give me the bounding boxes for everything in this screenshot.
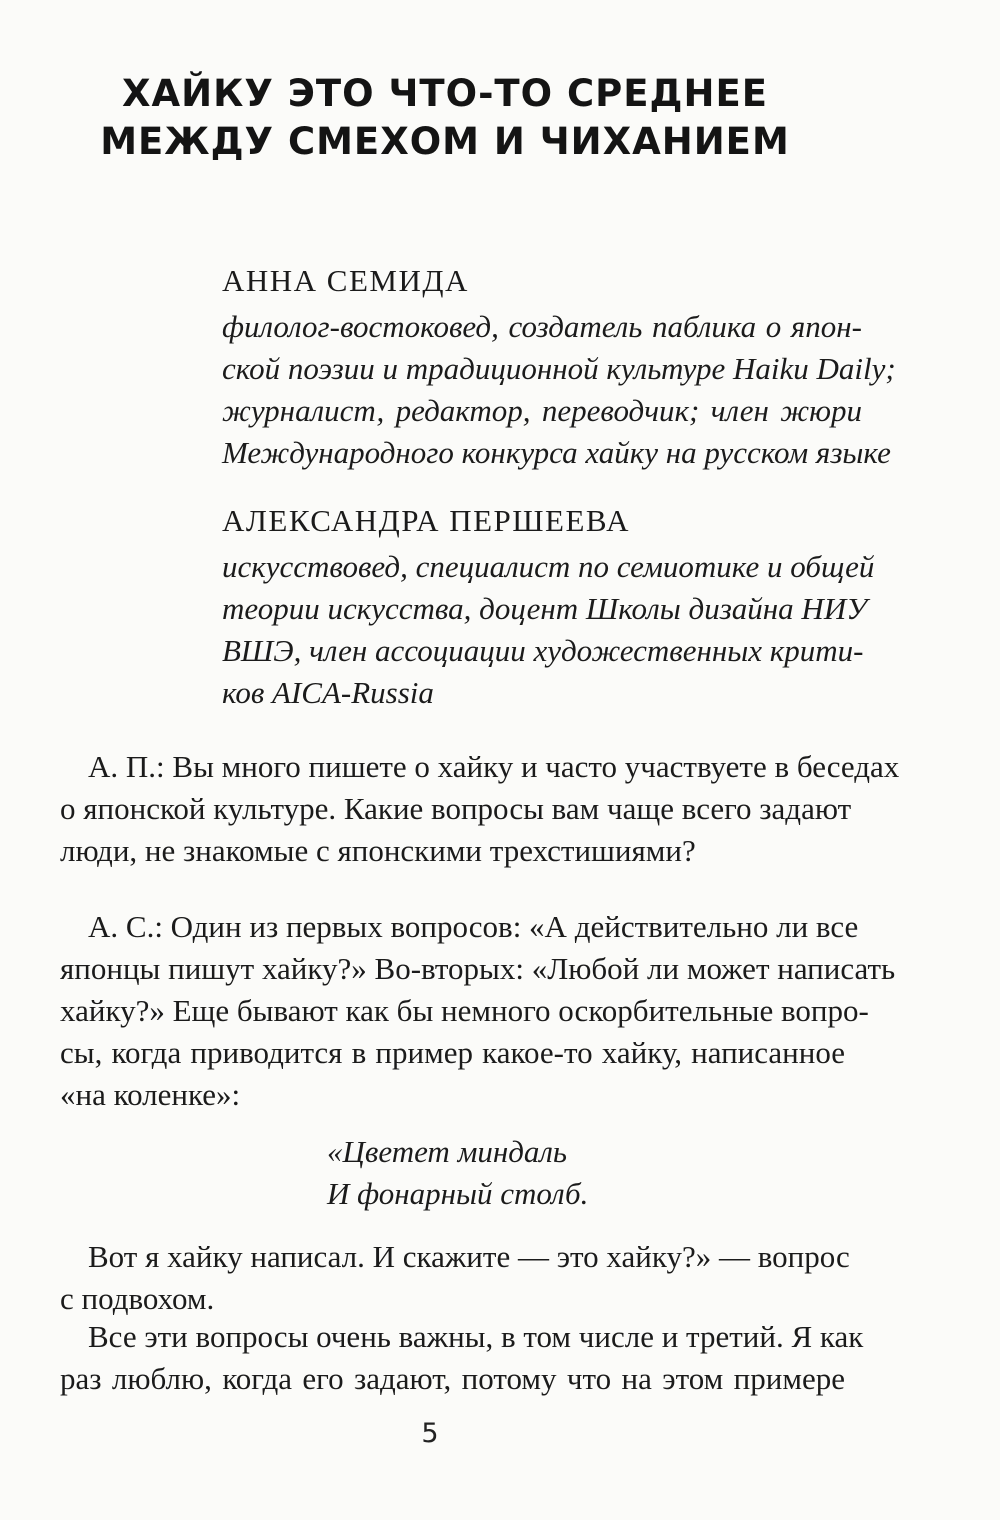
paragraph-line: хайку?» Еще бывают как бы немного оскорбительные вопро-	[60, 993, 869, 1028]
paragraph-line: японцы пишут хайку?» Во-вторых: «Любой ли может написать	[60, 951, 896, 986]
author-description-line: ков AICA-Russia	[222, 675, 434, 710]
paragraph-question	[60, 746, 900, 872]
author-name: АННА СЕМИДА	[222, 263, 469, 298]
chapter-title-line-1: ХАЙКУ ЭТО ЧТО-ТО СРЕДНЕЕ	[121, 72, 769, 115]
chapter-title	[0, 70, 890, 166]
paragraph-line: с подвохом.	[60, 1281, 215, 1316]
paragraph-line: А. С.: Один из первых вопросов: «А действительно ли все	[88, 909, 859, 944]
author-name: АЛЕКСАНДРА ПЕРШЕЕВА	[222, 503, 631, 538]
paragraph-line: о японской культуре. Какие вопросы вам чаще всего задают	[60, 791, 852, 826]
paragraph-line: А. П.: Вы много пишете о хайку и часто участвуете в беседах	[88, 749, 900, 784]
author-description-line: журналист, редактор, переводчик; член жюри	[222, 393, 862, 428]
paragraph-answer	[60, 906, 896, 1116]
poem-line-1: «Цветет миндаль	[327, 1134, 568, 1169]
paragraph-line: раз люблю, когда его задают, потому что на этом примере	[60, 1361, 845, 1396]
author-description-line: ской поэзии и традиционной культуре Haiku Daily;	[222, 351, 896, 386]
paragraph-line: сы, когда приводится в пример какое-то хайку, написанное	[60, 1035, 845, 1070]
author-description	[222, 306, 896, 474]
chapter-title-line-2: МЕЖДУ СМЕХОМ И ЧИХАНИЕМ	[100, 120, 790, 163]
poem-quote	[327, 1131, 727, 1215]
author-description	[222, 546, 875, 714]
author-description-line: искусствовед, специалист по семиотике и общей	[222, 549, 875, 584]
paragraph-line: Вот я хайку написал. И скажите — это хайку?» — вопрос	[88, 1239, 850, 1274]
paragraph-line: Все эти вопросы очень важны, в том числе и третий. Я как	[88, 1319, 864, 1354]
page-number: 5	[421, 1418, 439, 1449]
paragraph-continuation	[60, 1236, 850, 1320]
author-block-semida	[222, 256, 896, 474]
author-block-persheeva	[222, 496, 875, 714]
author-description-line: ВШЭ, член ассоциации художественных крити-	[222, 633, 864, 668]
paragraph-line: люди, не знакомые с японскими трехстишиями?	[60, 833, 696, 868]
author-description-line: филолог-востоковед, создатель паблика о япон-	[222, 309, 862, 344]
author-description-line: Международного конкурса хайку на русском языке	[222, 435, 891, 470]
poem-line-2: И фонарный столб.	[327, 1176, 589, 1211]
author-description-line: теории искусства, доцент Школы дизайна НИУ	[222, 591, 868, 626]
paragraph-line: «на коленке»:	[60, 1077, 241, 1112]
paragraph-final	[60, 1316, 864, 1400]
